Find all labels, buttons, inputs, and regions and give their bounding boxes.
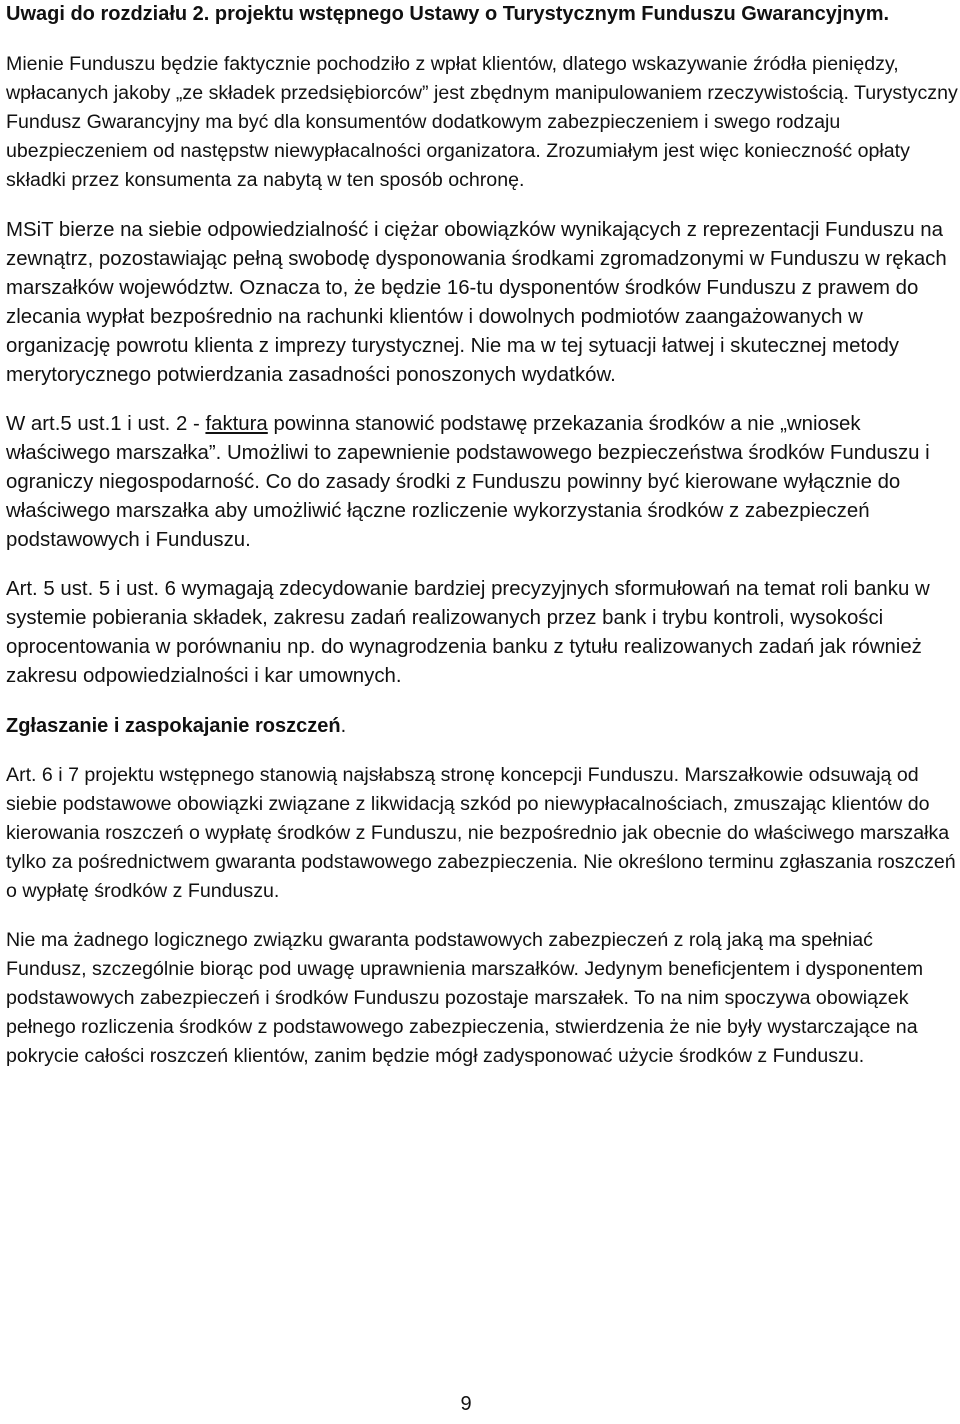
paragraph-art5-bank: Art. 5 ust. 5 i ust. 6 wymagają zdecydowanie bardziej precyzyjnych sformułowań na temat roli banku w systemie pobierania składek, zakresu zadań realizowanych przez bank i trybu kontroli, wysokości oprocentowania w porównaniu np. do wynagrodzenia banku z tytułu realizowanych zadań jak również zakresu odpowiedzialności i kar umownych. [6,578,930,687]
paragraph-art5-text-before: W art.5 ust.1 i ust. 2 - [6,413,206,435]
section-title-claims [6,712,958,741]
paragraph-art5-invoice [6,410,958,555]
paragraph-guarantor-relation: Nie ma żadnego logicznego związku gwaranta podstawowych zabezpieczeń z rolą jaką ma spełniać Fundusz, szczególnie biorąc pod uwagę uprawnienia marszałków. Jedynym beneficjentem i dysponentem podstawowych zabezpieczeń i środków Funduszu pozostaje marszałek. To na nim spoczywa obowiązek pełnego rozliczenia środków z podstawowego zabezpieczenia, stwierdzenia że nie były wystarczające na pokrycie całości roszczeń klientów, zanim będzie mógł zadysponować użycie środków z Funduszu. [6,929,924,1067]
paragraph-fund-assets: Mienie Funduszu będzie faktycznie pochodziło z wpłat klientów, dlatego wskazywanie źródła pieniędzy, wpłacanych jakoby „ze składek przedsiębiorców” jest zbędnym manipulowaniem rzeczywistością. Turystyczny Fundusz Gwarancyjny ma być dla konsumentów dodatkowym zabezpieczeniem i swego rodzaju ubezpieczeniem od następstw niewypłacalności organizatora. Zrozumiałym jest więc konieczność opłaty składki przez konsumenta za nabytą w ten sposób ochronę. [6,53,958,191]
document-page [6,0,958,1071]
paragraph-msit-responsibility: MSiT bierze na siebie odpowiedzialność i ciężar obowiązków wynikających z reprezentacji Funduszu na zewnątrz, pozostawiając pełną swobodę dysponowania środkami zgromadzonymi w Funduszu w rękach marszałków województw. Oznacza to, że będzie 16-tu dysponentów środków Funduszu z prawem do zlecania wypłat bezpośrednio na rachunki klientów i dowolnych podmiotów zaangażowanych w organizację powrotu klienta z imprezy turystycznej. Nie ma w tej sytuacji łatwej i skutecznej metody merytorycznego potwierdzania zasadności ponoszonych wydatków. [6,219,947,386]
paragraph-art6-7: Art. 6 i 7 projektu wstępnego stanowią najsłabszą stronę koncepcji Funduszu. Marszałkowie odsuwają od siebie podstawowe obowiązki związane z likwidacją szkód po niewypłacalnościach, zmuszając klientów do kierowania roszczeń o wypłatę środków z Funduszu, nie bezpośrednio jak obecnie do właściwego marszałka tylko za pośrednictwem gwaranta podstawowego zabezpieczenia. Nie określono terminu zgłaszania roszczeń o wypłatę środków z Funduszu. [6,764,956,902]
section-title-text: Zgłaszanie i zaspokajanie roszczeń [6,715,341,737]
section-title-dot: . [340,715,347,737]
paragraph-art5-text-after: powinna stanowić podstawę przekazania środków a nie „wniosek właściwego marszałka”. Umożliwi to zapewnienie podstawowego bezpieczeństwa środków Funduszu i ograniczy niegospodarność. Co do zasady środki z Funduszu powinny być kierowane wyłącznie do właściwego marszałka aby umożliwić łączne rozliczenie wykorzystania środków z zabezpieczeń podstawowych i Funduszu. [6,413,930,551]
page-heading: Uwagi do rozdziału 2. projektu wstępnego Ustawy o Turystycznym Funduszu Gwarancyjnym. [6,3,890,25]
underlined-word-faktura: faktura [205,413,268,435]
page-number: 9 [460,1393,472,1415]
